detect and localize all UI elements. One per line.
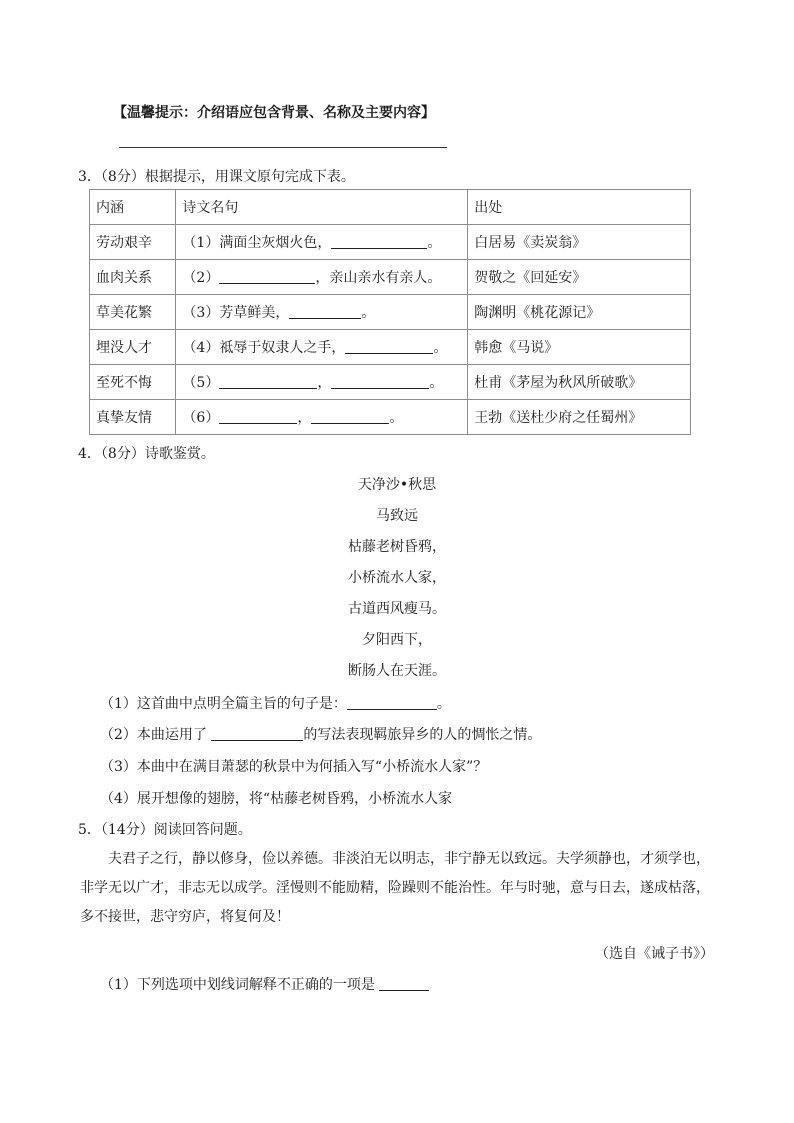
verse-text: 。 xyxy=(427,235,442,251)
fill-blank[interactable] xyxy=(345,339,433,354)
question-text: （2）本曲运用了 xyxy=(100,727,207,743)
fill-blank[interactable] xyxy=(289,304,361,319)
table-cell-source: 陶渊明《桃花源记》 xyxy=(468,295,691,330)
sub-question-4-3: （3）本曲中在满目萧瑟的秋景中为何插入写“小桥流水人家”？ xyxy=(100,759,488,775)
table-cell-meaning: 至死不悔 xyxy=(90,365,176,400)
table-cell-source: 白居易《卖炭翁》 xyxy=(468,225,691,260)
table-row xyxy=(90,225,691,260)
table-cell-source: 王勃《送杜少府之任蜀州》 xyxy=(468,400,691,435)
table-cell-source: 韩愈《马说》 xyxy=(468,330,691,365)
poem-line: 古道西风瘦马。 xyxy=(348,601,446,617)
table-header-row xyxy=(90,190,691,225)
fill-blank[interactable] xyxy=(347,695,437,710)
table-cell-verse xyxy=(176,365,468,400)
fill-blank[interactable] xyxy=(331,234,427,249)
table-cell-meaning: 劳动艰辛 xyxy=(90,225,176,260)
table-header: 出处 xyxy=(468,190,691,225)
question-4-title: 4．（8分）诗歌鉴赏。 xyxy=(78,446,215,462)
verse-text: 。 xyxy=(433,340,448,356)
table-cell-verse xyxy=(176,330,468,365)
question-5-title: 5．（14分）阅读回答问题。 xyxy=(78,822,252,838)
verse-text: （5） xyxy=(182,375,220,391)
question-3-title: 3．（8分）根据提示，用课文原句完成下表。 xyxy=(78,169,355,185)
passage-text: 夫君子之行，静以修身，俭以养德。非淡泊无以明志，非宁静无以致远。夫学须静也，才须学也，非学无以广才，非志无以成学。淫慢则不能励精，险躁则不能治性。年与时驰，意与日去，遂成枯落，多不接世，悲守穷庐，将复何及！ xyxy=(80,851,710,925)
poem-line: 枯藤老树昏鸦， xyxy=(348,539,446,555)
table-cell-verse xyxy=(176,295,468,330)
answer-line xyxy=(119,147,447,148)
verse-text: （2） xyxy=(182,270,220,286)
table-row xyxy=(90,260,691,295)
verse-text: ， xyxy=(297,410,312,426)
table-cell-source: 贺敬之《回延安》 xyxy=(468,260,691,295)
question-text: （1）下列选项中划线词解释不正确的一项是 xyxy=(100,977,375,993)
poem-line: 断肠人在天涯。 xyxy=(348,663,446,679)
fill-blank[interactable] xyxy=(311,409,389,424)
verse-text: ，亲山亲水有亲人。 xyxy=(315,270,442,286)
table-row xyxy=(90,295,691,330)
table-cell-verse xyxy=(176,400,468,435)
verse-text: ， xyxy=(317,375,332,391)
verse-text: （4）祗辱于奴隶人之手， xyxy=(182,340,346,356)
fill-blank[interactable] xyxy=(211,726,303,741)
table-row xyxy=(90,400,691,435)
table-header: 内涵 xyxy=(90,190,176,225)
fill-blank[interactable] xyxy=(331,374,429,389)
poem-line: 夕阳西下， xyxy=(362,632,432,648)
table-cell-verse xyxy=(176,260,468,295)
table-cell-meaning: 埋没人才 xyxy=(90,330,176,365)
sub-question-4-2 xyxy=(100,724,541,744)
table-row xyxy=(90,330,691,365)
fill-blank[interactable] xyxy=(219,374,317,389)
poem-author: 马致远 xyxy=(376,508,418,524)
verse-text: 。 xyxy=(429,375,444,391)
fill-blank[interactable] xyxy=(219,409,297,424)
question-text: （1）这首曲中点明全篇主旨的句子是： xyxy=(100,696,347,712)
table-cell-meaning: 血肉关系 xyxy=(90,260,176,295)
verse-text: 。 xyxy=(389,410,404,426)
verse-text: （6） xyxy=(182,410,220,426)
table-cell-verse xyxy=(176,225,468,260)
tip-text: 【温馨提示：介绍语应包含背景、名称及主要内容】 xyxy=(113,105,435,121)
verse-text: 。 xyxy=(361,305,376,321)
sub-question-4-4: （4）展开想像的翅膀，将“枯藤老树昏鸦，小桥流水人家 xyxy=(100,791,453,807)
table-cell-source: 杜甫《茅屋为秋风所破歌》 xyxy=(468,365,691,400)
poem-title: 天净沙•秋思 xyxy=(357,477,437,493)
fill-blank[interactable] xyxy=(219,269,315,284)
table-cell-meaning: 真挚友情 xyxy=(90,400,176,435)
fill-blank[interactable] xyxy=(379,976,429,991)
question-text: 的写法表现羁旅异乡的人的惆怅之情。 xyxy=(303,727,542,743)
verse-text: （1）满面尘灰烟火色， xyxy=(182,235,332,251)
table-row xyxy=(90,365,691,400)
sub-question-5-1 xyxy=(100,974,429,994)
table-header: 诗文名句 xyxy=(176,190,468,225)
poem-line: 小桥流水人家， xyxy=(348,570,446,586)
poem-table xyxy=(89,189,691,435)
table-cell-meaning: 草美花繁 xyxy=(90,295,176,330)
verse-text: （3）芳草鲜美， xyxy=(182,305,290,321)
sub-question-4-1 xyxy=(100,693,451,713)
passage-source: （选自《诫子书》） xyxy=(595,946,714,962)
question-text: 。 xyxy=(436,696,451,712)
